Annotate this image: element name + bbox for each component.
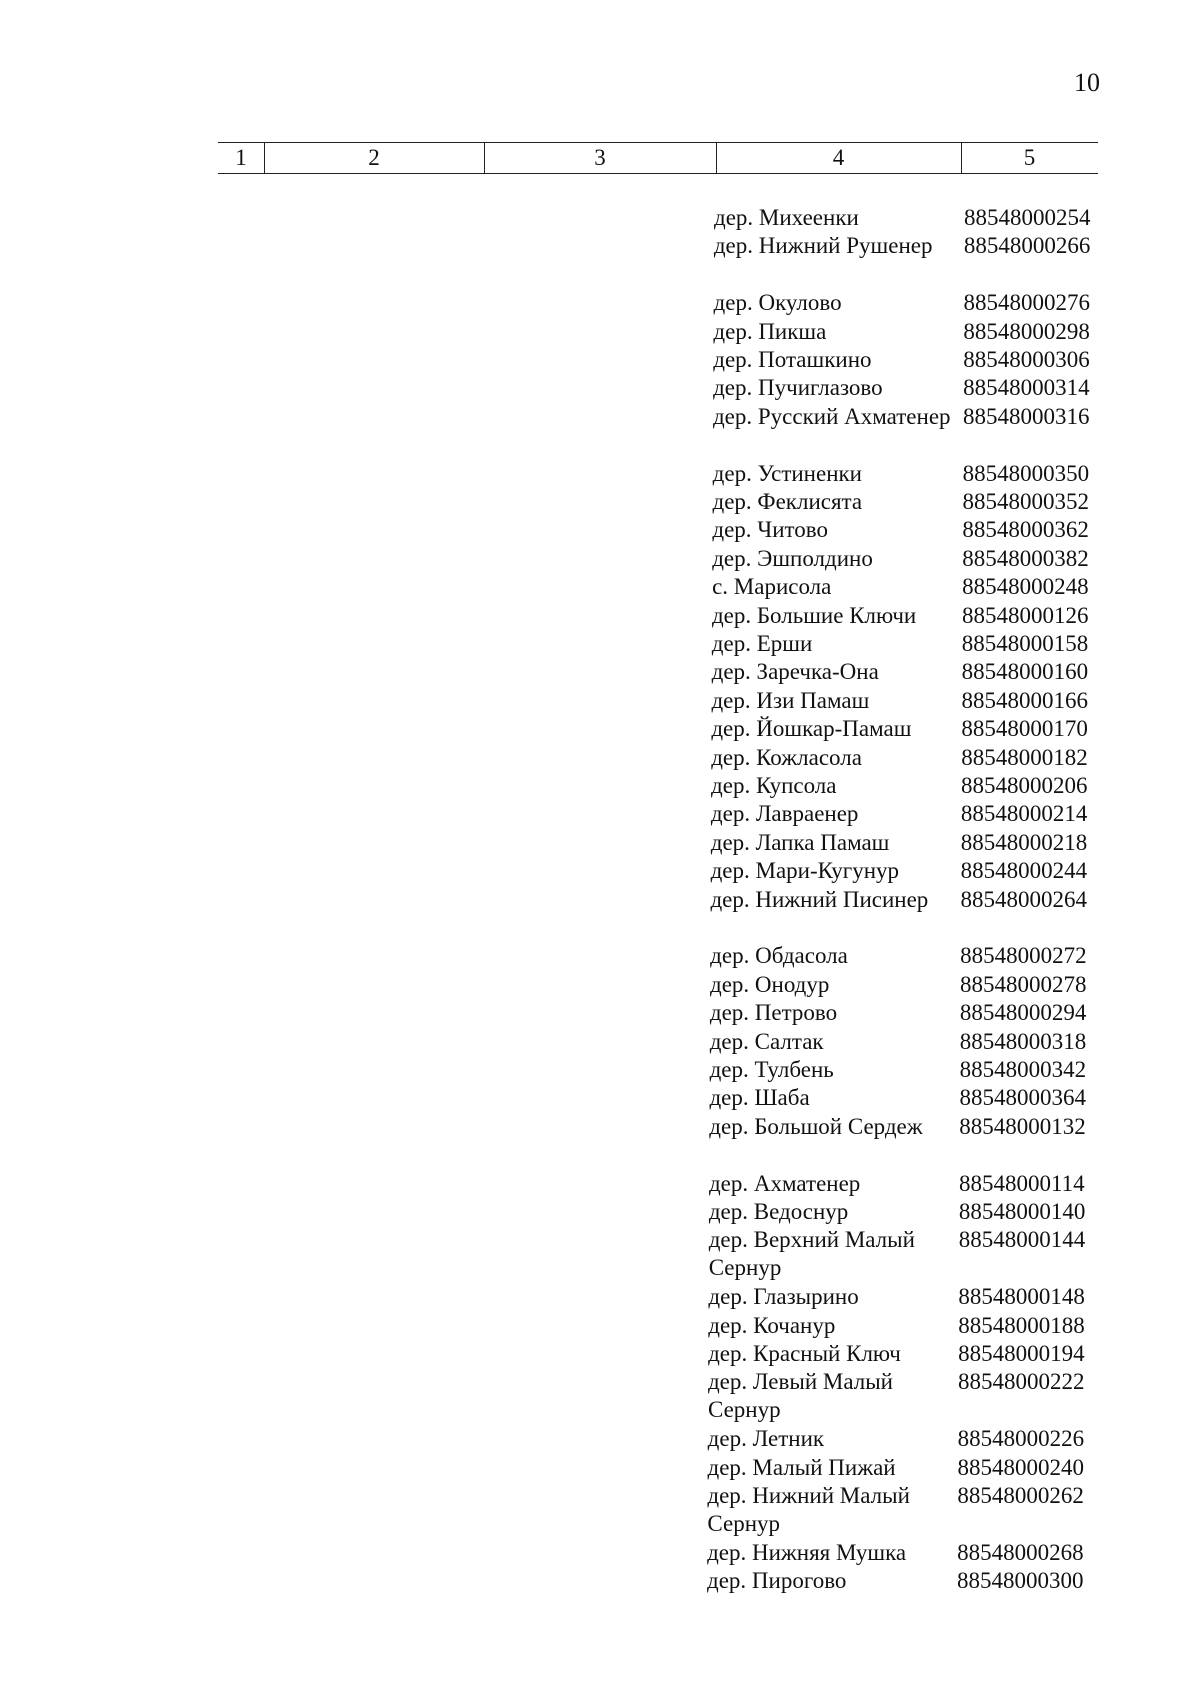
settlement-name: дер. Пучиглазово [713, 375, 883, 401]
settlement-name: дер. Верхний Малый Сернур [708, 1227, 915, 1281]
settlement-name: дер. Нижний Рушенер [713, 233, 933, 259]
settlement-name: дер. Заречка-Она [711, 659, 879, 685]
header-col-5: 5 [1023, 145, 1036, 170]
oktmo-code: 88548000218 [960, 829, 1088, 855]
oktmo-code: 88548000148 [958, 1284, 1085, 1310]
settlement-name: дер. Салтак [709, 1028, 824, 1054]
settlement-name: дер. Мари-Кугунур [710, 858, 900, 884]
header-col-3: 3 [594, 145, 606, 170]
oktmo-code: 88548000278 [960, 971, 1087, 997]
header-col-4: 4 [832, 145, 845, 170]
oktmo-code: 88548000248 [962, 574, 1089, 600]
oktmo-code: 88548000170 [961, 716, 1088, 742]
settlement-name: дер. Ахматенер [708, 1170, 861, 1196]
settlement-name: дер. Пирогово [707, 1568, 847, 1594]
oktmo-code: 88548000272 [960, 943, 1087, 969]
oktmo-code: 88548000316 [962, 403, 1090, 429]
settlement-name: дер. Пикша [713, 318, 827, 344]
settlement-name: дер. Йошкар-Памаш [711, 716, 912, 742]
oktmo-code: 88548000262 [957, 1483, 1084, 1508]
header-col-2: 2 [368, 145, 380, 170]
oktmo-code: 88548000240 [957, 1454, 1085, 1480]
oktmo-code: 88548000126 [961, 602, 1089, 628]
settlement-name: дер. Устиненки [712, 460, 862, 486]
oktmo-code: 88548000342 [959, 1057, 1087, 1082]
settlement-name: дер. Малый Пижай [707, 1454, 896, 1480]
oktmo-code: 88548000206 [961, 773, 1088, 798]
settlement-name: дер. Поташкино [713, 347, 872, 372]
oktmo-code: 88548000214 [960, 801, 1088, 827]
settlement-name: дер. Ерши [711, 631, 813, 656]
oktmo-code: 88548000158 [961, 631, 1089, 656]
oktmo-code: 88548000306 [963, 347, 1090, 372]
oktmo-code: 88548000266 [963, 233, 1091, 259]
page-number: 10 [1074, 68, 1100, 97]
settlement-name: дер. Русский Ахматенер [712, 403, 951, 429]
oktmo-code: 88548000298 [963, 318, 1090, 344]
settlement-name: дер. Феклисята [712, 489, 863, 514]
oktmo-code: 88548000254 [964, 205, 1091, 230]
settlement-name: дер. Эшполдино [712, 545, 873, 571]
settlement-name: дер. Лапка Памаш [710, 829, 890, 855]
settlement-name: дер. Кочанур [708, 1312, 836, 1338]
settlement-name: дер. Нижний Малый Сернур [707, 1483, 910, 1536]
settlement-name: дер. Ведоснур [708, 1199, 849, 1224]
settlement-name: дер. Глазырино [708, 1284, 859, 1310]
oktmo-code: 88548000226 [957, 1426, 1085, 1452]
oktmo-code: 88548000114 [958, 1170, 1085, 1196]
oktmo-code: 88548000382 [962, 545, 1089, 571]
settlement-name: дер. Тулбень [709, 1057, 834, 1082]
settlement-name: дер. Изи Памаш [711, 687, 870, 713]
oktmo-code: 88548000182 [961, 744, 1088, 770]
settlement-name: дер. Шаба [709, 1085, 810, 1111]
settlement-name: дер. Кожласола [711, 744, 862, 770]
oktmo-code: 88548000276 [963, 290, 1091, 316]
settlement-name: дер. Михеенки [714, 205, 859, 230]
settlement-name: дер. Обдасола [710, 943, 848, 969]
oktmo-code: 88548000222 [957, 1369, 1085, 1395]
oktmo-code: 88548000166 [961, 687, 1088, 713]
settlement-name: дер. Летник [707, 1426, 825, 1452]
oktmo-code: 88548000244 [960, 858, 1088, 884]
settlement-name: с. Марисола [712, 574, 832, 600]
settlement-name: дер. Читово [712, 517, 828, 543]
settlement-name: дер. Большие Ключи [711, 602, 917, 628]
oktmo-code: 88548000300 [957, 1568, 1084, 1594]
settlement-name: дер. Красный Ключ [708, 1341, 901, 1366]
settlement-name: дер. Лавраенер [710, 801, 859, 827]
oktmo-code: 88548000140 [958, 1199, 1086, 1224]
oktmo-code: 88548000314 [963, 375, 1090, 401]
oktmo-code: 88548000294 [959, 1000, 1087, 1026]
table-header [218, 142, 1098, 174]
oktmo-code: 88548000194 [958, 1341, 1085, 1366]
oktmo-code: 88548000318 [959, 1028, 1087, 1054]
oktmo-code: 88548000132 [959, 1113, 1086, 1139]
settlement-name: дер. Окулово [713, 290, 842, 316]
oktmo-code: 88548000352 [962, 489, 1090, 514]
settlement-name: дер. Онодур [710, 971, 830, 997]
oktmo-code: 88548000160 [961, 659, 1089, 685]
settlement-name: дер. Нижний Писинер [710, 886, 929, 912]
header-col-1: 1 [235, 145, 247, 170]
oktmo-code: 88548000144 [958, 1227, 1086, 1253]
settlement-name: дер. Нижняя Мушка [707, 1539, 907, 1565]
oktmo-code: 88548000362 [962, 517, 1089, 543]
oktmo-code: 88548000264 [960, 886, 1087, 912]
settlement-name: дер. Петрово [709, 1000, 838, 1026]
oktmo-code: 88548000364 [959, 1085, 1086, 1111]
settlement-name: дер. Большой Сердеж [709, 1113, 923, 1139]
settlement-name: дер. Левый Малый Сернур [707, 1369, 893, 1423]
settlement-name: дер. Купсола [711, 773, 837, 798]
oktmo-code: 88548000188 [958, 1312, 1085, 1338]
oktmo-code: 88548000268 [957, 1539, 1084, 1565]
oktmo-code: 88548000350 [962, 460, 1090, 486]
